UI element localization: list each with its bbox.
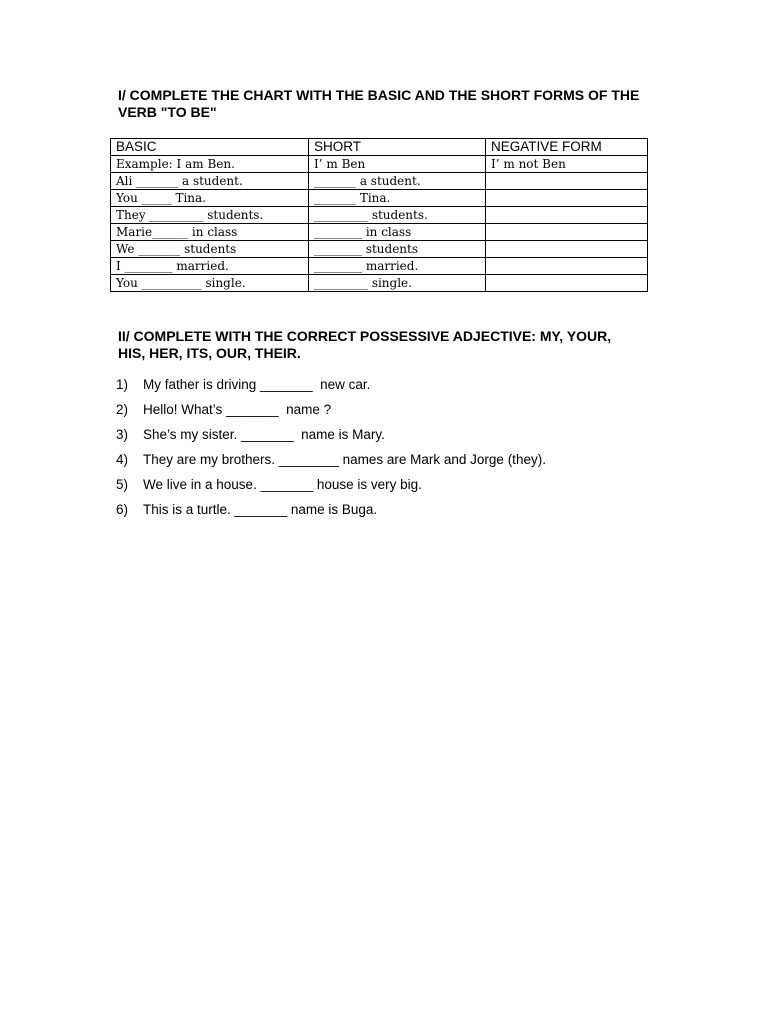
item-number: 1) [116, 377, 129, 392]
cell-short: _________ single. [309, 275, 486, 292]
cell-negative [486, 275, 648, 292]
cell-basic: Example: I am Ben. [111, 156, 309, 173]
item-text: My father is driving _______ new car. [143, 377, 371, 392]
chart-row [111, 190, 648, 207]
item-number: 6) [116, 502, 129, 517]
list-item [116, 477, 546, 502]
list-item [116, 377, 546, 402]
chart-row [111, 156, 648, 173]
cell-negative [486, 190, 648, 207]
cell-short: _______ Tina. [309, 190, 486, 207]
item-text: She’s my sister. _______ name is Mary. [143, 427, 385, 442]
cell-basic: They _________ students. [111, 207, 309, 224]
column-header-basic: BASIC [111, 139, 309, 156]
cell-short: ________ in class [309, 224, 486, 241]
list-item [116, 502, 546, 527]
chart-row [111, 258, 648, 275]
cell-basic: Ali _______ a student. [111, 173, 309, 190]
cell-short: _______ a student. [309, 173, 486, 190]
list-item [116, 427, 546, 452]
section-2-heading: II/ COMPLETE WITH THE CORRECT POSSESSIVE ADJECTIVE: MY, YOUR, HIS, HER, ITS, OUR, THEIR. [118, 328, 612, 361]
cell-basic: We _______ students [111, 241, 309, 258]
chart-row [111, 275, 648, 292]
cell-short: I’ m Ben [309, 156, 486, 173]
chart-row [111, 207, 648, 224]
item-number: 5) [116, 477, 129, 492]
list-item [116, 452, 546, 477]
column-header-negative-form: NEGATIVE FORM [486, 139, 648, 156]
cell-basic: You __________ single. [111, 275, 309, 292]
chart-row [111, 241, 648, 258]
cell-negative [486, 207, 648, 224]
cell-negative [486, 258, 648, 275]
cell-negative [486, 224, 648, 241]
item-number: 2) [116, 402, 129, 417]
verb-to-be-chart [110, 138, 648, 292]
list-item [116, 402, 546, 427]
section-1-heading: I/ COMPLETE THE CHART WITH THE BASIC AND THE SHORT FORMS OF THE VERB "TO BE" [118, 87, 640, 120]
item-number: 3) [116, 427, 129, 442]
chart-row [111, 173, 648, 190]
possessive-exercise-list [116, 377, 546, 527]
item-number: 4) [116, 452, 129, 467]
item-text: Hello! What’s _______ name ? [143, 402, 332, 417]
cell-basic: You _____ Tina. [111, 190, 309, 207]
item-text: This is a turtle. _______ name is Buga. [143, 502, 378, 517]
column-header-short: SHORT [309, 139, 486, 156]
chart-header-row [111, 139, 648, 156]
cell-basic: I ________ married. [111, 258, 309, 275]
cell-short: _________ students. [309, 207, 486, 224]
cell-negative: I’ m not Ben [486, 156, 648, 173]
cell-short: ________ married. [309, 258, 486, 275]
cell-negative [486, 241, 648, 258]
cell-negative [486, 173, 648, 190]
item-text: They are my brothers. ________ names are Mark and Jorge (they). [143, 452, 546, 467]
item-text: We live in a house. _______ house is very big. [143, 477, 422, 492]
cell-basic: Marie______ in class [111, 224, 309, 241]
chart-row [111, 224, 648, 241]
cell-short: ________ students [309, 241, 486, 258]
